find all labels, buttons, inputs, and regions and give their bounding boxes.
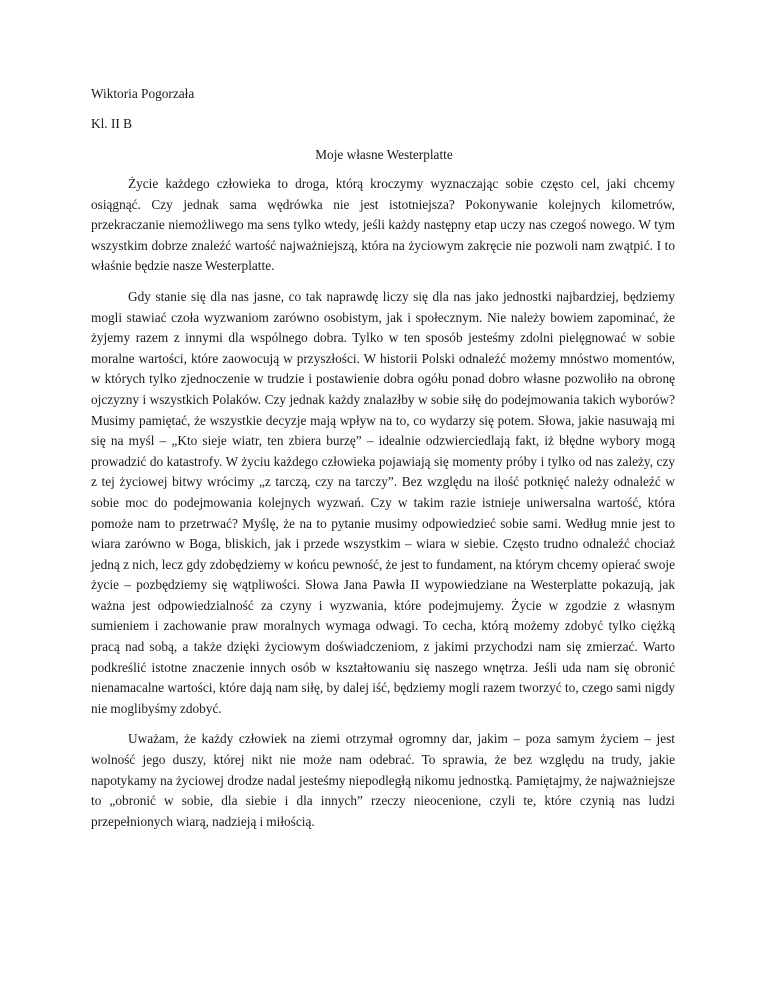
author-name: Wiktoria Pogorzała <box>91 86 195 101</box>
class-label: Kl. II B <box>91 116 132 131</box>
paragraph: Życie każdego człowieka to droga, którą kroczymy wyznaczając sobie często cel, jaki chcemy osiągnąć. Czy jednak sama wędrówka nie jest istotniejsza? Pokonywanie kolejnych kilometrów, przekraczanie niemożliwego ma sens tylko wtedy, jeśli każdy następny etap uczy nas czegoś nowego. W tym wszystkim dobrze znaleźć wartość najważniejszą, która na życiowym zakręcie nie pozwoli nam zwątpić. I to właśnie będzie nasze Westerplatte. <box>91 176 675 274</box>
document-title: Moje własne Westerplatte <box>315 147 453 162</box>
paragraph: Gdy stanie się dla nas jasne, co tak naprawdę liczy się dla nas jako jednostki najbardziej, będziemy mogli stawiać czoła wyzwaniom zarówno osobistym, jak i społecznym. Nie należy bowiem zapominać, że żyjemy razem z innymi dla wspólnego dobra. Tylko w ten sposób jesteśmy zdolni pielęgnować w sobie moralne wartości, które zaowocują w przyszłości. W historii Polski odnaleźć możemy mnóstwo momentów, w których tylko zjednoczenie w trudzie i postawienie dobra ogółu ponad dobro własne pozwoliło na obronę ojczyzny i wszystkich Polaków. Czy jednak każdy znalazłby w sobie siłę do podejmowania takich wyborów? Musimy pamiętać, że wszystkie decyzje mają wpływ na to, co wydarzy się potem. Słowa, jakie nasuwają mi się na myśl – „Kto sieje wiatr, ten zbiera burzę” – idealnie odzwierciedlają fakt, iż błędne wybory mogą prowadzić do katastrofy. W życiu każdego człowieka pojawiają się momenty próby i tylko od nas zależy, czy z tej życiowej bitwy wrócimy „z tarczą, czy na tarczy”. Bez względu na ilość potknięć należy odnaleźć w sobie moc do podejmowania kolejnych wyzwań. Czy w takim razie istnieje uniwersalna wartość, która pomoże nam to przetrwać? Myślę, że na to pytanie musimy odpowiedzieć sobie sami. Według mnie jest to wiara zarówno w Boga, bliskich, jak i przede wszystkim – wiara w siebie. Często trudno odnaleźć chociaż jedną z nich, lecz gdy zdobędziemy w końcu pewność, że jest to fundament, na którym chcemy opierać swoje życie – pozbędziemy się wątpliwości. Słowa Jana Pawła II wypowiedziane na Westerplatte pokazują, jak ważna jest odpowiedzialność za czyny i wyzwania, które podejmujemy. Życie w zgodzie z własnym sumieniem i zachowanie praw moralnych wymaga odwagi. To cecha, którą możemy zdobyć tylko ciężką pracą nad sobą, a także dzięki życiowym doświadczeniom, z jakimi przychodzi nam się zmierzać. Warto podkreślić istotne znaczenie innych osób w kształtowaniu się naszego wnętrza. Jeśli uda nam się obronić nienamacalne wartości, które dają nam siłę, by dalej iść, będziemy mogli razem tworzyć to, czego sami nigdy nie moglibyśmy zdobyć. <box>91 288 675 716</box>
paragraph: Uważam, że każdy człowiek na ziemi otrzymał ogromny dar, jakim – poza samym życiem – jest wolność jego duszy, której nikt nie może nam odebrać. To sprawia, że bez względu na trudy, jakie napotykamy na życiowej drodze nadal jesteśmy niepodległą nikomu jednostką. Pamiętajmy, że najważniejsze to „obronić w sobie, dla siebie i dla innych” rzeczy nieocenione, czyli te, które czynią nas ludzi przepełnionych wiarą, nadzieją i miłością. <box>91 731 675 829</box>
essay-body <box>91 174 675 842</box>
